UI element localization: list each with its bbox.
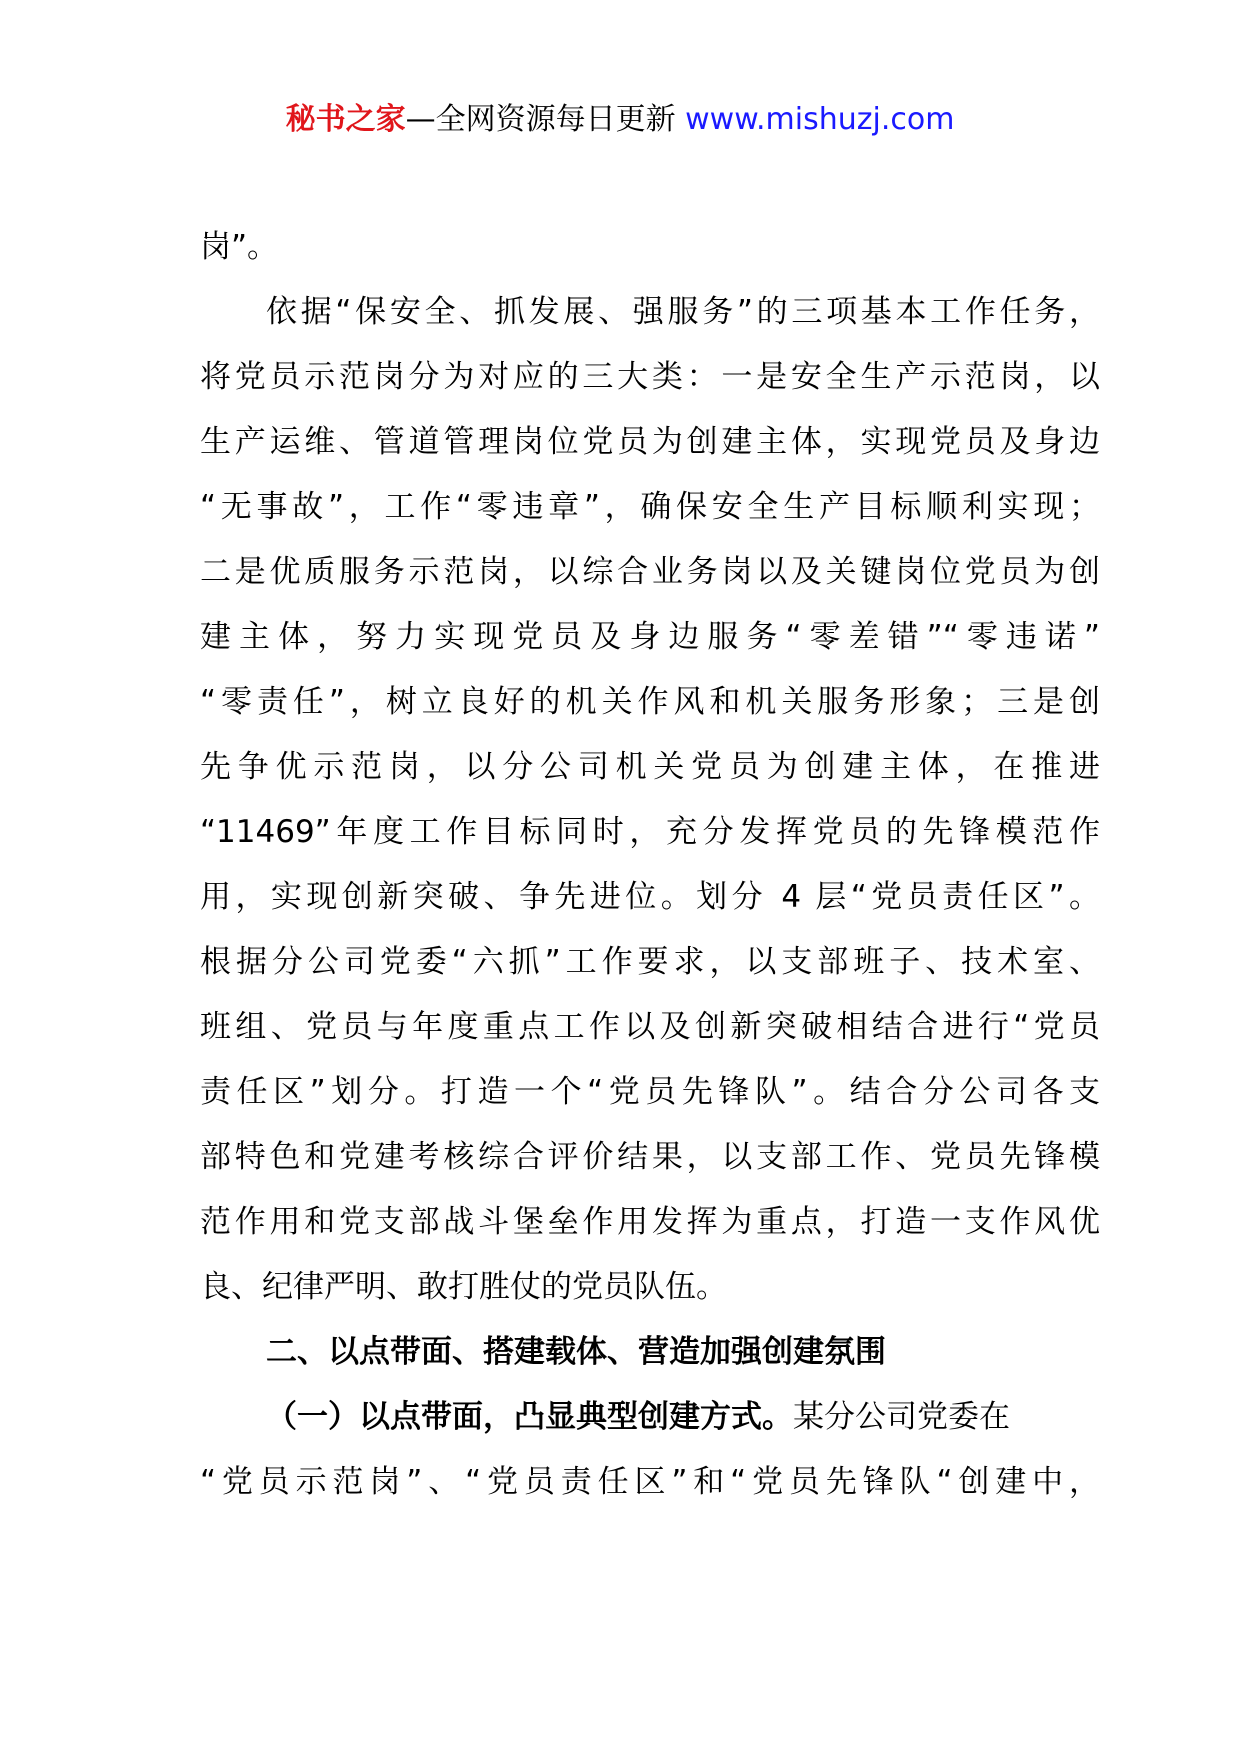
text-line: 将党员示范岗分为对应的三大类：一是安全生产示范岗，以 [200, 359, 1100, 395]
text-line: 建主体，努力实现党员及身边服务“零差错”“零违诺” [200, 619, 1100, 655]
subsection-paragraph [200, 1392, 1100, 1457]
text-line: “党员示范岗”、“党员责任区”和“党员先锋队“创建中， [200, 1464, 1100, 1500]
site-url-link[interactable]: www.mishuzj.com [685, 102, 955, 137]
text-line: 部特色和党建考核综合评价结果，以支部工作、党员先锋模 [200, 1139, 1100, 1175]
text-line: 范作用和党支部战斗堡垒作用发挥为重点，打造一支作风优 [200, 1204, 1100, 1240]
document-body [200, 222, 1100, 1522]
text-line: 责任区”划分。打造一个“党员先锋队”。结合分公司各支 [200, 1074, 1100, 1110]
text-line: “11469”年度工作目标同时，充分发挥党员的先锋模范作 [200, 814, 1100, 850]
subsection-heading: （一）以点带面，凸显典型创建方式。 [266, 1399, 793, 1435]
subsection-text: 某分公司党委在 [793, 1399, 1010, 1435]
text-line: 班组、党员与年度重点工作以及创新突破相结合进行“党员 [200, 1009, 1100, 1045]
text-line: “无事故”，工作“零违章”，确保安全生产目标顺利实现； [200, 489, 1100, 525]
text-line: 先争优示范岗，以分公司机关党员为创建主体，在推进 [200, 749, 1100, 785]
text-line: 二是优质服务示范岗，以综合业务岗以及关键岗位党员为创 [200, 554, 1100, 590]
text-line: 根据分公司党委“六抓”工作要求，以支部班子、技术室、 [200, 944, 1100, 980]
site-brand: 秘书之家 [285, 102, 406, 137]
text-line: 生产运维、管道管理岗位党员为创建主体，实现党员及身边 [200, 424, 1100, 460]
section-heading: 二、以点带面、搭建载体、营造加强创建氛围 [266, 1334, 886, 1370]
text-line: 用，实现创新突破、争先进位。划分 4 层“党员责任区”。 [200, 879, 1100, 915]
text-line: “零责任”，树立良好的机关作风和机关服务形象；三是创 [200, 684, 1100, 720]
text-line: 岗”。 [200, 229, 279, 265]
site-tagline: —全网资源每日更新 [405, 102, 686, 137]
page-header [0, 100, 1240, 140]
text-line: 良、纪律严明、敢打胜仗的党员队伍。 [200, 1269, 727, 1305]
text-line: 依据“保安全、抓发展、强服务”的三项基本工作任务， [266, 294, 1100, 330]
